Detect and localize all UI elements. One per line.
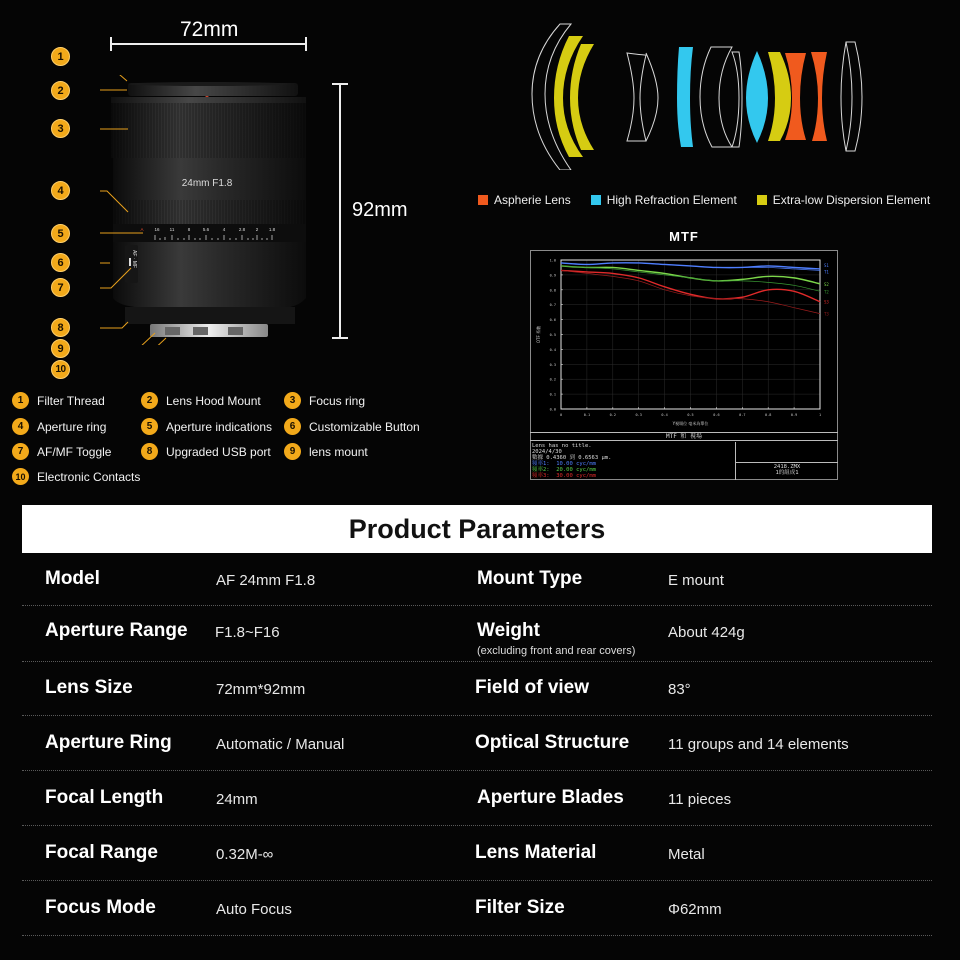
svg-text:0.1: 0.1	[583, 413, 591, 417]
part-item: 9 lens mount	[284, 443, 368, 460]
svg-text:Y視場位 毫米為單位: Y視場位 毫米為單位	[672, 421, 709, 426]
callout-8: 8	[51, 318, 70, 337]
mtf-chart	[530, 250, 838, 480]
param-value: E mount	[668, 572, 724, 589]
svg-text:S3: S3	[824, 299, 829, 305]
callout-4: 4	[51, 181, 70, 200]
legend-high-refraction: High Refraction Element	[591, 193, 737, 207]
mtf-title: MTF	[669, 229, 699, 244]
param-value: Auto Focus	[216, 901, 292, 918]
svg-text:8: 8	[187, 227, 191, 232]
svg-text:0.6: 0.6	[549, 318, 556, 323]
svg-text:24mm F1.8: 24mm F1.8	[181, 178, 233, 189]
param-label: Lens Size	[45, 677, 133, 698]
svg-text:S1: S1	[824, 262, 829, 268]
callout-5: 5	[51, 224, 70, 243]
svg-text:0.6: 0.6	[713, 413, 720, 417]
svg-text:0.8: 0.8	[549, 288, 556, 293]
svg-text:0.7: 0.7	[549, 303, 556, 308]
svg-text:AF · MF: AF · MF	[131, 250, 137, 269]
param-label: Filter Size	[475, 897, 565, 918]
height-dimension-line	[339, 83, 341, 339]
param-label: Lens Material	[475, 842, 597, 863]
svg-text:11: 11	[169, 227, 175, 232]
callout-9: 9	[51, 339, 70, 358]
mtf-info: Lens has no title. 2024/4/30 數據 0.4360 到 0.6563 μm. 頻率1: 10.00 cyc/mm 頻率2: 20.00 cyc/mm 頻率3: 30.00 cyc/mm	[532, 443, 612, 479]
svg-text:0.0: 0.0	[549, 407, 556, 412]
svg-text:0.9: 0.9	[549, 273, 556, 278]
param-value: 72mm*92mm	[216, 681, 306, 698]
param-label: Field of view	[475, 677, 590, 698]
param-row	[22, 606, 932, 662]
svg-text:T2: T2	[824, 289, 829, 295]
param-label: Mount Type	[477, 568, 583, 589]
svg-text:0.1: 0.1	[549, 392, 556, 397]
svg-text:5.6: 5.6	[202, 227, 210, 232]
svg-text:0.9: 0.9	[790, 413, 798, 417]
param-value: 0.32M-∞	[216, 846, 274, 863]
param-row	[22, 553, 932, 606]
part-item: 7 AF/MF Toggle	[12, 443, 111, 460]
svg-text:2.8: 2.8	[238, 227, 246, 232]
svg-text:0.5: 0.5	[549, 333, 556, 337]
part-item: 4 Aperture ring	[12, 418, 106, 435]
optics-legend	[478, 193, 930, 207]
yellow-swatch-icon	[757, 195, 767, 205]
svg-text:0.2: 0.2	[549, 377, 556, 382]
mtf-footer	[530, 432, 838, 480]
part-item: 2 Lens Hood Mount	[141, 392, 261, 409]
callout-6: 6	[51, 253, 70, 272]
callout-2: 2	[51, 81, 70, 100]
legend-extra-low-dispersion: Extra-low Dispersion Element	[757, 193, 930, 207]
mtf-footer-title: MTF 和 視場	[530, 432, 838, 441]
svg-text:0.3: 0.3	[549, 362, 556, 367]
params-title: Product Parameters	[22, 505, 932, 553]
svg-text:0: 0	[559, 413, 563, 417]
part-item: 1 Filter Thread	[12, 392, 105, 409]
param-value: 24mm	[216, 791, 258, 808]
param-row	[22, 716, 932, 771]
param-value: Φ62mm	[668, 901, 722, 918]
svg-text:0.5: 0.5	[687, 413, 694, 417]
param-value: F1.8~F16	[215, 624, 280, 641]
param-row	[22, 771, 932, 826]
callout-7: 7	[51, 278, 70, 297]
legend-aspheric: Aspherie Lens	[478, 193, 571, 207]
part-item: 10 Electronic Contacts	[12, 468, 140, 485]
orange-swatch-icon	[478, 195, 488, 205]
callout-1: 1	[51, 47, 70, 66]
svg-text:0.2: 0.2	[609, 413, 616, 417]
svg-text:1.0: 1.0	[549, 258, 556, 263]
param-note: (excluding front and rear covers)	[477, 645, 636, 657]
param-label: Focal Length	[45, 787, 164, 808]
svg-text:0.3: 0.3	[635, 413, 642, 417]
param-row	[22, 826, 932, 881]
svg-text:T3: T3	[824, 311, 829, 317]
width-dimension-line	[110, 43, 307, 45]
svg-text:0.8: 0.8	[765, 413, 772, 417]
mtf-info-box: 2418.ZMX 1的組成1	[735, 442, 838, 480]
param-label: Aperture Ring	[45, 732, 172, 753]
width-dimension-label: 72mm	[180, 18, 239, 41]
param-label: Optical Structure	[475, 732, 630, 753]
svg-text:1.8: 1.8	[268, 227, 276, 232]
svg-text:0.4: 0.4	[661, 413, 668, 417]
blue-swatch-icon	[591, 195, 601, 205]
svg-text:0.7: 0.7	[739, 413, 746, 417]
svg-text:1: 1	[818, 413, 822, 417]
svg-text:4: 4	[222, 227, 226, 232]
part-item: 8 Upgraded USB port	[141, 443, 271, 460]
callout-10: 10	[51, 360, 70, 379]
part-item: 6 Customizable Button	[284, 418, 420, 435]
param-label: Aperture Blades	[477, 787, 624, 808]
param-value: AF 24mm F1.8	[216, 572, 316, 589]
param-value: 83°	[668, 681, 691, 698]
param-label: Focal Range	[45, 842, 158, 863]
param-row	[22, 662, 932, 716]
param-value: Automatic / Manual	[216, 736, 345, 753]
param-label: Weight	[477, 620, 540, 641]
param-value: About 424g	[668, 624, 745, 641]
mtf-plot	[530, 250, 838, 432]
svg-text:OTF 系數: OTF 系數	[536, 325, 541, 344]
param-label: Model	[45, 568, 100, 589]
param-label: Aperture Range	[45, 620, 188, 641]
svg-text:S2: S2	[824, 281, 829, 287]
param-row	[22, 881, 932, 936]
mtf-title-wrap	[530, 229, 838, 244]
svg-text:0.4: 0.4	[549, 347, 556, 352]
callout-3: 3	[51, 119, 70, 138]
param-value: 11 pieces	[668, 791, 732, 808]
param-value: 11 groups and 14 elements	[668, 736, 849, 753]
part-item: 3 Focus ring	[284, 392, 365, 409]
svg-text:A: A	[140, 227, 144, 232]
svg-text:16: 16	[154, 227, 160, 232]
lens-photo	[100, 75, 330, 345]
svg-text:2: 2	[255, 227, 259, 232]
param-value: Metal	[668, 846, 705, 863]
param-label: Focus Mode	[45, 897, 156, 918]
optical-structure-diagram	[520, 20, 960, 170]
svg-text:T1: T1	[824, 269, 829, 275]
part-item: 5 Aperture indications	[141, 418, 272, 435]
height-dimension-label: 92mm	[352, 199, 408, 221]
